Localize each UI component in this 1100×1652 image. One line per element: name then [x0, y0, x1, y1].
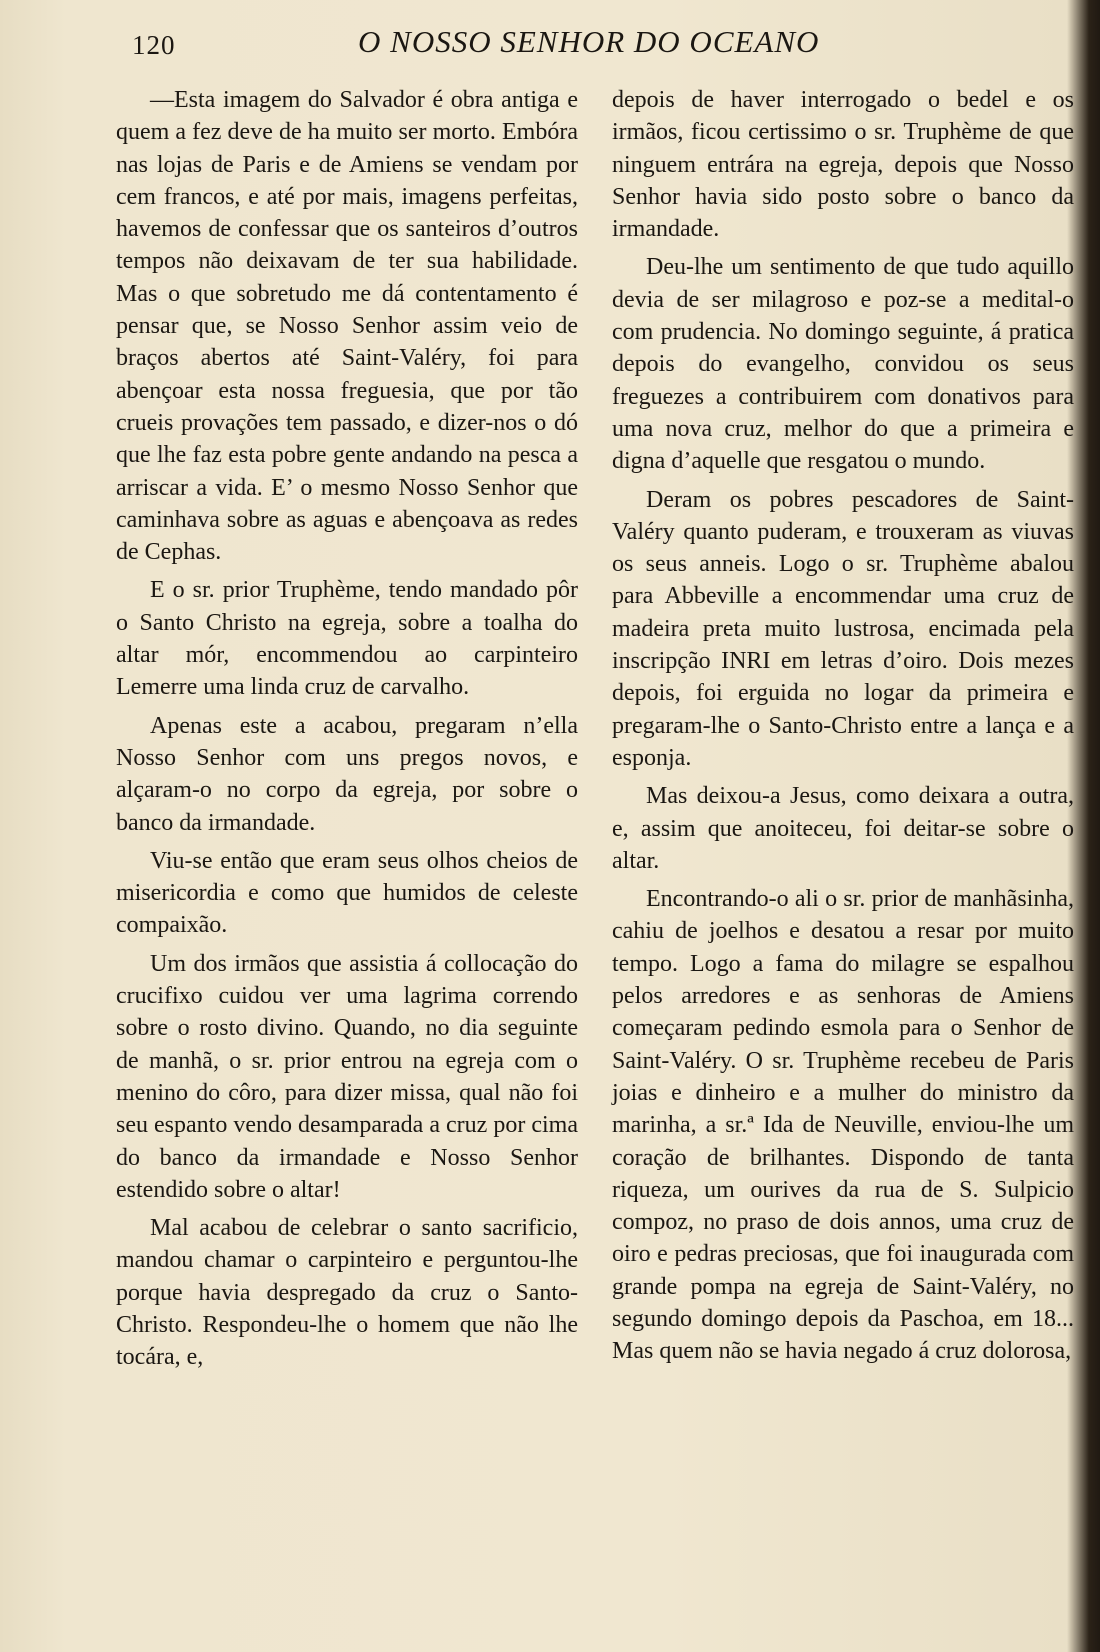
paragraph: Apenas este a acabou, pregaram n’ella Nosso Senhor com uns pregos novos, e alçaram-o no corpo da egreja, por sobre o banco da irmandade.	[116, 712, 578, 836]
page-number: 120	[132, 30, 176, 60]
right-column	[612, 84, 1074, 1374]
left-column	[116, 84, 578, 1380]
running-title: O NOSSO SENHOR DO OCEANO	[358, 24, 820, 59]
page-header	[0, 14, 1100, 74]
paragraph: E o sr. prior Truphème, tendo mandado pôr o Santo Christo na egreja, sobre a toalha do altar mór, encommendou ao carpinteiro Lemerre uma linda cruz de carvalho.	[116, 577, 578, 701]
paragraph: Encontrando-o ali o sr. prior de manhãsinha, cahiu de joelhos e desatou a resar por muito tempo. Logo a fama do milagre se espalhou pelos arredores e as senhoras de Amiens começaram pedindo esmola para o Senhor de Saint-Valéry. O sr. Truphème recebeu de Paris joias e dinheiro e a mulher do ministro da marinha, a sr.ª Ida de Neuville, enviou-lhe um coração de brilhantes. Dispondo de tanta riqueza, um ourives da rua de S. Sulpicio compoz, no praso de dois annos, uma cruz de oiro e pedras preciosas, que foi inaugurada com grande pompa na egreja de Saint-Valéry, no segundo domingo depois da Paschoa, em 18... Mas quem não se havia negado á cruz dolorosa,	[612, 886, 1074, 1365]
paragraph: depois de haver interrogado o bedel e os irmãos, ficou certissimo o sr. Truphème de que ninguem entrára na egreja, depois que Nosso Senhor havia sido posto sobre o banco da irmandade.	[612, 87, 1074, 243]
paragraph: —Esta imagem do Salvador é obra antiga e quem a fez deve de ha muito ser morto. Embóra nas lojas de Paris e de Amiens se vendam por cem francos, e até por mais, imagens perfeitas, havemos de confessar que os santeiros d’outros tempos não deixavam de ter sua habilidade. Mas o que sobretudo me dá contentamento é pensar que, se Nosso Senhor assim veio de braços abertos até Saint-Valéry, foi para abençoar esta nossa freguesia, que por tão crueis provações tem passado, e dizer-nos o dó que lhe faz esta pobre gente andando na pesca a arriscar a vida. E’ o mesmo Nosso Senhor que caminhava sobre as aguas e abençoava as redes de Cephas.	[116, 87, 578, 566]
paragraph: Mas deixou-a Jesus, como deixara a outra, e, assim que anoiteceu, foi deitar-se sobre o altar.	[612, 783, 1074, 874]
paragraph: Mal acabou de celebrar o santo sacrificio, mandou chamar o carpinteiro e perguntou-lhe porque havia despregado da cruz o Santo-Christo. Respondeu-lhe o homem que não lhe tocára, e,	[116, 1215, 578, 1371]
paragraph: Viu-se então que eram seus olhos cheios de misericordia e como que humidos de celeste compaixão.	[116, 847, 578, 939]
paragraph: Deram os pobres pescadores de Saint-Valéry quanto puderam, e trouxeram as viuvas os seus anneis. Logo o sr. Truphème abalou para Abbeville a encommendar uma cruz de madeira preta muito lustrosa, encimada pela inscripção INRI em letras d’oiro. Dois mezes depois, foi erguida no logar da primeira e pregaram-lhe o Santo-Christo entre a lança e a esponja.	[612, 486, 1074, 771]
paragraph: Deu-lhe um sentimento de que tudo aquillo devia de ser milagroso e poz-se a medital-o com prudencia. No domingo seguinte, á pratica depois do evangelho, convidou os seus freguezes a contribuirem com donativos para uma nova cruz, melhor do que a primeira e digna d’aquelle que resgatou o mundo.	[612, 254, 1074, 475]
paragraph: Um dos irmãos que assistia á collocação do crucifixo cuidou ver uma lagrima correndo sobre o rosto divino. Quando, no dia seguinte de manhã, o sr. prior entrou na egreja com o menino do côro, para dizer missa, qual não foi seu espanto vendo desamparada a cruz por cima do banco da irmandade e Nosso Senhor estendido sobre o altar!	[116, 950, 578, 1203]
